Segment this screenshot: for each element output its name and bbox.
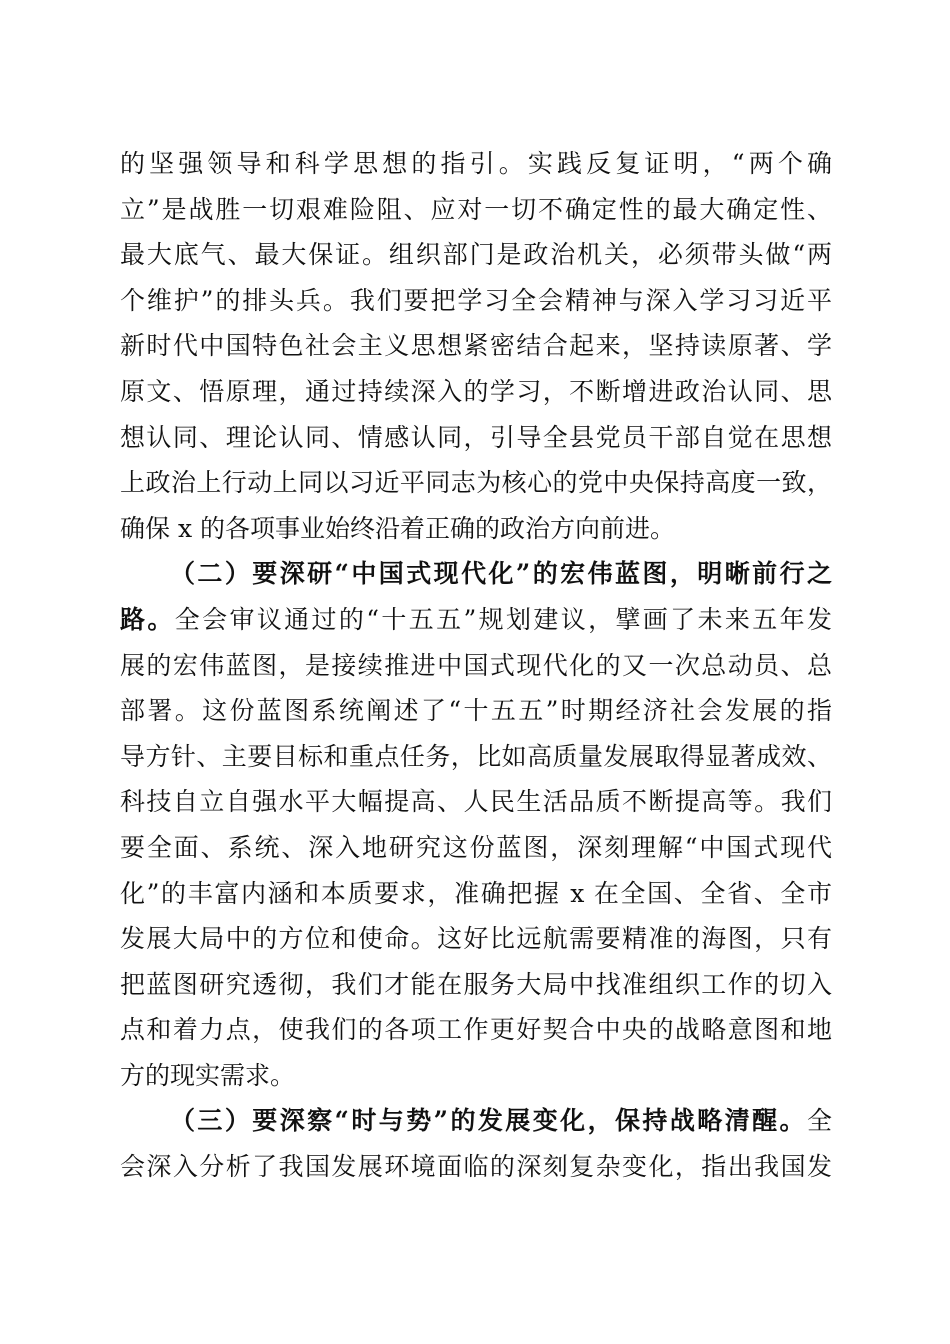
text-line: 新时代中国特色社会主义思想紧密结合起来，坚持读原著、学 (120, 331, 832, 361)
text-line: 上政治上行动上同以习近平同志为核心的党中央保持高度一致， (120, 468, 832, 498)
text-line: 原文、悟原理，通过持续深入的学习，不断增进政治认同、思 (120, 376, 832, 406)
document-body (120, 141, 832, 1190)
text-line: 确保 x 的各项事业始终沿着正确的政治方向前进。 (120, 513, 675, 543)
text-line: 要全面、系统、深入地研究这份蓝图，深刻理解“中国式现代 (120, 832, 832, 862)
section-heading: （二）要深研“中国式现代化”的宏伟蓝图，明晰前行之 (170, 559, 832, 589)
text-line: 的坚强领导和科学思想的指引。实践反复证明，“两个确 (120, 149, 832, 178)
text-line: 把蓝图研究透彻，我们才能在服务大局中找准组织工作的切入 (120, 969, 832, 999)
paragraph-1 (120, 141, 832, 551)
text-line: 科技自立自强水平大幅提高、人民生活品质不断提高等。我们 (120, 787, 832, 817)
text-line: 个维护”的排头兵。我们要把学习全会精神与深入学习习近平 (120, 285, 832, 315)
paragraph-3 (120, 1098, 832, 1189)
text-line: 最大底气、最大保证。组织部门是政治机关，必须带头做“两 (120, 240, 832, 270)
text-line: 点和着力点，使我们的各项工作更好契合中央的战略意图和地 (120, 1015, 832, 1045)
text-line: 化”的丰富内涵和本质要求，准确把握 x 在全国、全省、全市 (120, 878, 832, 908)
text-line: 部署。这份蓝图系统阐述了“十五五”时期经济社会发展的指 (120, 696, 832, 726)
section-heading-line (120, 1098, 832, 1144)
text-line: 方的现实需求。 (120, 1060, 296, 1090)
text-line: 立”是战胜一切艰难险阻、应对一切不确定性的最大确定性、 (120, 194, 832, 224)
text-line: 会深入分析了我国发展环境面临的深刻复杂变化，指出我国发 (120, 1152, 832, 1182)
text-line: 导方针、主要目标和重点任务，比如高质量发展取得显著成效、 (120, 741, 832, 771)
text-run: 全会审议通过的“十五五”规划建议，擘画了未来五年发 (174, 604, 832, 634)
text-line: 发展大局中的方位和使命。这好比远航需要精准的海图，只有 (120, 924, 832, 954)
section-heading-line (120, 551, 832, 597)
section-heading-tail: 路。 (120, 604, 175, 634)
section-heading: （三）要深察“时与势”的发展变化，保持战略清醒。 (170, 1106, 807, 1136)
text-line: 展的宏伟蓝图，是接续推进中国式现代化的又一次总动员、总 (120, 650, 832, 680)
paragraph-2 (120, 551, 832, 1098)
text-run: 全 (806, 1106, 832, 1136)
text-line: 想认同、理论认同、情感认同，引导全县党员干部自觉在思想 (120, 422, 832, 452)
text-line (120, 597, 832, 643)
